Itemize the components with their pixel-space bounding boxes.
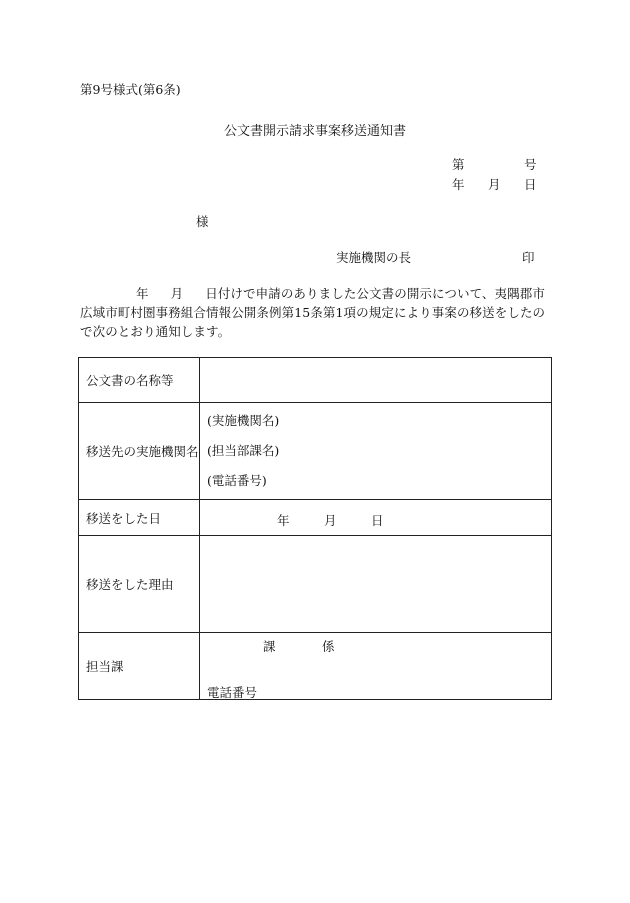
transfer-date-label: 移送をした日 [79,500,200,536]
seal-mark: 印 [522,250,535,265]
table-row [79,500,552,536]
number-suffix: 号 [524,157,537,172]
body-text: 日付けで申請のありました公文書の開示について、夷隅郡市広域市町村圏事務組合情報公開条例第15条第1項の規定により事案の移送をしたので次のとおり通知します。 [80,286,546,339]
agency-name-line: (実施機関名) [207,413,280,428]
issue-year: 年 [452,177,465,192]
destination-agency-field[interactable] [200,403,552,500]
transfer-month: 月 [324,513,337,528]
form-number: 第9号様式(第6条) [80,82,181,97]
transfer-date-field[interactable] [200,500,552,536]
document-name-label: 公文書の名称等 [79,358,200,403]
unit-suffix: 係 [322,639,335,654]
responsible-section-field[interactable] [200,633,552,700]
responsible-section-label: 担当課 [79,633,200,700]
phone-line: (電話番号) [207,473,267,488]
issue-month: 月 [488,177,501,192]
body-month: 月 [170,286,184,301]
transfer-reason-label: 移送をした理由 [79,536,200,633]
department-line: (担当部課名) [207,443,280,458]
table-row [79,358,552,403]
transfer-reason-field[interactable] [200,536,552,633]
addressee-suffix: 様 [196,214,209,229]
issue-day: 日 [524,177,537,192]
sender-title: 実施機関の長 [336,250,412,265]
transfer-details-table [78,357,552,700]
notice-body [80,284,550,341]
body-year: 年 [136,286,149,301]
table-row [79,633,552,700]
table-row [79,403,552,500]
document-name-field[interactable] [200,358,552,403]
section-suffix: 課 [263,639,276,654]
number-prefix: 第 [452,157,465,172]
transfer-day: 日 [371,513,384,528]
table-row [79,536,552,633]
destination-agency-label: 移送先の実施機関名 [79,403,200,500]
phone-number-label: 電話番号 [207,685,258,700]
document-title: 公文書開示請求事案移送通知書 [223,124,406,139]
transfer-year: 年 [277,513,290,528]
